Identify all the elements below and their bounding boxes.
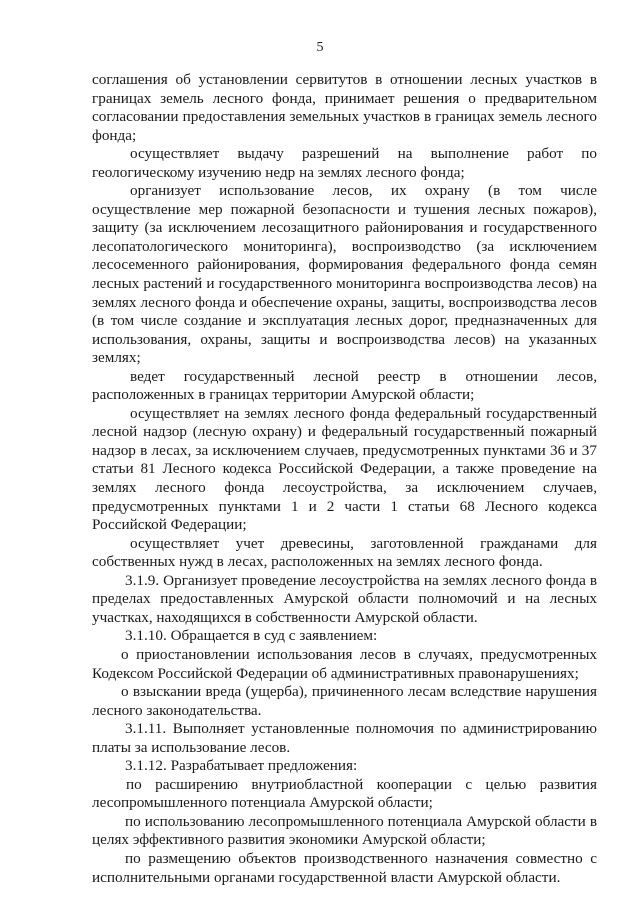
paragraph: 3.1.12. Разрабатывает предложения: xyxy=(125,757,358,775)
document-body xyxy=(92,71,597,887)
paragraph: 3.1.10. Обращается в суд с заявлением: xyxy=(125,627,378,645)
paragraph: о приостановлении использования лесов в случаях, предусмотренных Кодексом Российской Федерации об административных правонарушениях; xyxy=(92,645,597,682)
paragraph: по использованию лесопромышленного потенциала Амурской области в целях эффективного развития экономики Амурской области; xyxy=(92,812,597,849)
page-number: 5 xyxy=(316,40,324,55)
paragraph: ведет государственный лесной реестр в отношении лесов, расположенных в границах территории Амурской области; xyxy=(92,367,597,404)
paragraph: организует использование лесов, их охрану (в том числе осуществление мер пожарной безопасности и тушения лесных пожаров), защиту (за исключением лесозащитного районирования и государственного лесопатологического мониторинга), воспроизводство (за исключением лесосеменного районирования, формирования федерального фонда семян лесных растений и государственного мониторинга воспроизводства лесов) на землях лесного фонда и обеспечение охраны, защиты, воспроизводства лесов (в том числе создание и эксплуатация лесных дорог, предназначенных для использования, охраны, защиты и воспроизводства лесов) на указанных землях; xyxy=(92,182,597,367)
paragraph: осуществляет на землях лесного фонда федеральный государственный лесной надзор (лесную охрану) и федеральный государственный пожарный надзор в лесах, за исключением случаев, предусмотренных пунктами 36 и 37 статьи 81 Лесного кодекса Российской Федерации, а также проведение на землях лесного фонда лесоустройства, за исключением случаев, предусмотренных пунктами 1 и 2 части 1 статьи 68 Лесного кодекса Российской Федерации; xyxy=(92,404,597,534)
paragraph: осуществляет выдачу разрешений на выполнение работ по геологическому изучению недр на землях лесного фонда; xyxy=(92,145,597,181)
paragraph: соглашения об установлении сервитутов в отношении лесных участков в границах земель лесного фонда, принимает решения о предварительном согласовании предоставления земельных участков в границах земель лесного фонда; xyxy=(92,71,597,144)
paragraph: осуществляет учет древесины, заготовленной гражданами для собственных нужд в лесах, расположенных на землях лесного фонда. xyxy=(92,534,597,571)
paragraph: по размещению объектов производственного назначения совместно с исполнительными органами государственной власти Амурской области. xyxy=(92,849,597,886)
paragraph: по расширению внутриобластной кооперации с целью развития лесопромышленного потенциала Амурской области; xyxy=(92,775,597,812)
paragraph: 3.1.9. Организует проведение лесоустройства на землях лесного фонда в пределах предоставленных Амурской области полномочий и на лесных участках, находящихся в собственности Амурской области. xyxy=(92,571,597,626)
paragraph: 3.1.11. Выполняет установленные полномочия по администрированию платы за использование лесов. xyxy=(92,720,597,756)
paragraph: о взыскании вреда (ущерба), причиненного лесам вследствие нарушения лесного законодательства. xyxy=(92,683,597,719)
